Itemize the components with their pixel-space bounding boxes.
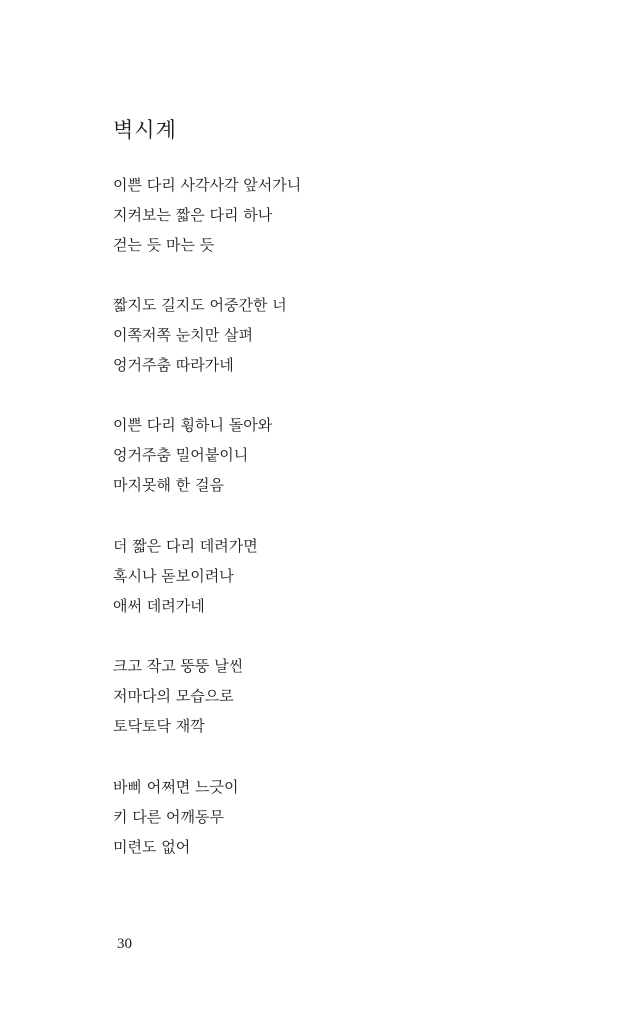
- poem-line: 지켜보는 짧은 다리 하나: [113, 206, 273, 224]
- poem-line: 더 짧은 다리 데려가면: [113, 537, 258, 555]
- poem-title: 벽시계: [113, 118, 177, 142]
- poem-line: 마지못해 한 걸음: [113, 476, 224, 494]
- poem-line: 이쪽저쪽 눈치만 살펴: [113, 326, 253, 344]
- poem-line: 미련도 없어: [113, 838, 191, 856]
- poem-line: 혹시나 돋보이려나: [113, 567, 234, 585]
- poem-line: 이쁜 다리 사각사각 앞서가니: [113, 176, 302, 194]
- stanza-2: [113, 290, 287, 380]
- poem-line: 짧지도 길지도 어중간한 너: [113, 296, 287, 314]
- stanza-3: [113, 410, 272, 500]
- poem-line: 바삐 어쩌면 느긋이: [113, 778, 239, 796]
- poem-line: 키 다른 어깨동무: [113, 808, 224, 826]
- poem-line: 엉거주춤 따라가네: [113, 356, 234, 374]
- poem-line: 엉거주춤 밀어붙이니: [113, 446, 249, 464]
- poem-line: 걷는 듯 마는 듯: [113, 236, 215, 254]
- stanza-6: [113, 772, 238, 862]
- poem-line: 이쁜 다리 휭하니 돌아와: [113, 416, 273, 434]
- stanza-1: [113, 170, 301, 260]
- stanza-4: [113, 531, 258, 621]
- poem-line: 저마다의 모습으로: [113, 687, 234, 705]
- poem-line: 토닥토닥 재깍: [113, 717, 205, 735]
- poem-line: 애써 데려가네: [113, 597, 205, 615]
- stanza-5: [113, 651, 243, 741]
- poem-line: 크고 작고 뚱뚱 날씬: [113, 657, 244, 675]
- page-number: 30: [117, 936, 132, 952]
